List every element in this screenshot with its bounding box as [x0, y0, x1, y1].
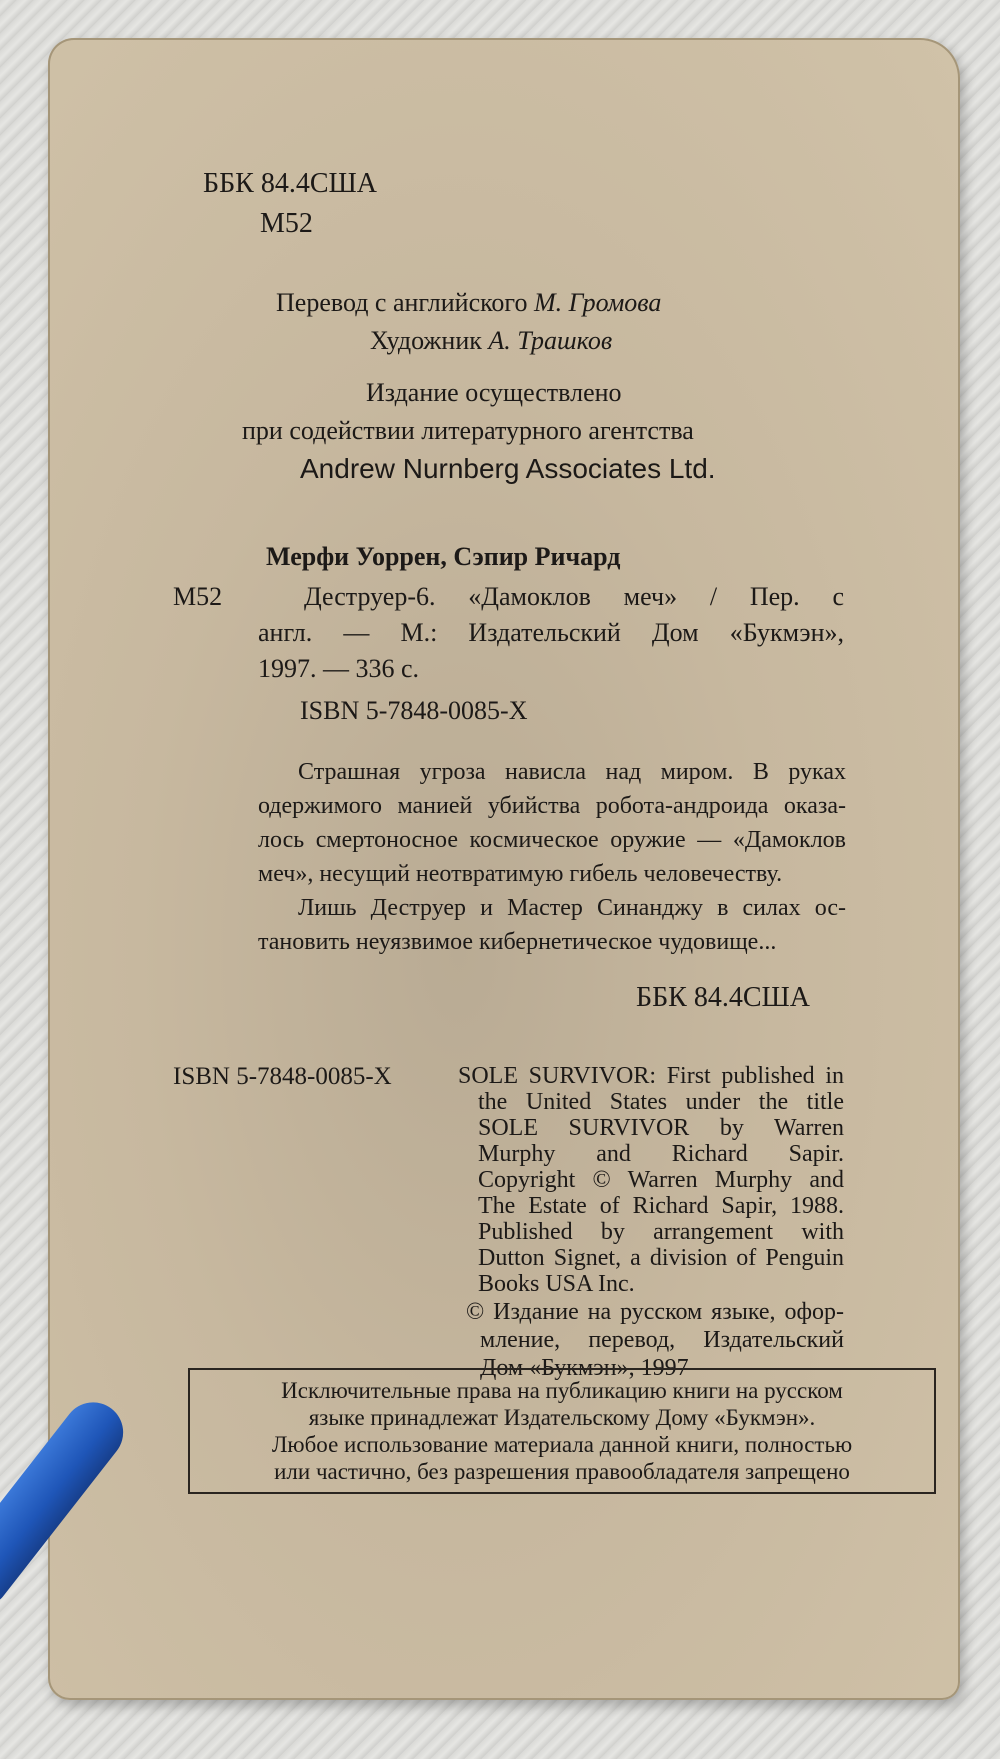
copyright-line-9: Books USA Inc. [478, 1271, 635, 1297]
copyright-line-10: © Издание на русском языке, офор- [466, 1299, 844, 1325]
annotation-line-5: Лишь Деструер и Мастер Синанджу в силах ос- [298, 895, 846, 921]
annotation-line-4: меч», несущий неотвратимую гибель человечеству. [258, 861, 783, 887]
annotation-line-6: тановить неуязвимое кибернетическое чудовище... [258, 929, 777, 955]
copyright-line-7: Published by arrangement with [478, 1219, 844, 1245]
annotation-line-3: лось смертоносное космическое оружие — «Дамоклов [258, 827, 846, 853]
rights-line-2: языке принадлежат Издательскому Дому «Букмэн». [308, 1405, 816, 1430]
copyright-line-11: мление, перевод, Издательский [480, 1327, 844, 1353]
bbk-code-top: ББК 84.4США [203, 168, 377, 199]
copyright-line-8: Dutton Signet, a division of Penguin [478, 1245, 844, 1271]
author-mark-top: М52 [260, 208, 313, 239]
catalog-authors: Мерфи Уоррен, Сэпир Ричард [266, 542, 621, 571]
copyright-line-3: SOLE SURVIVOR by Warren [478, 1115, 844, 1141]
bbk-code-bottom: ББК 84.4США [636, 982, 810, 1013]
catalog-isbn: ISBN 5-7848-0085-X [300, 696, 528, 725]
copyright-line-6: The Estate of Richard Sapir, 1988. [478, 1193, 844, 1219]
annotation-line-1: Страшная угроза нависла над миром. В руках [298, 759, 846, 785]
translation-credit [276, 290, 661, 316]
rights-line-1: Исключительные права на публикацию книги на русском [281, 1378, 843, 1403]
catalog-line-3: 1997. — 336 с. [258, 654, 420, 683]
copyright-line-1: SOLE SURVIVOR: First published in [458, 1063, 844, 1089]
isbn-left: ISBN 5-7848-0085-X [173, 1063, 392, 1090]
catalog-line-2: англ. — М.: Издательский Дом «Букмэн», [258, 618, 844, 647]
book-page [48, 38, 960, 1700]
agency-line-1: Издание осуществлено [366, 378, 622, 407]
copyright-line-5: Copyright © Warren Murphy and [478, 1167, 844, 1193]
copyright-line-2: the United States under the title [478, 1089, 844, 1115]
catalog-author-mark: М52 [173, 582, 223, 611]
translator-name: М. Громова [533, 288, 662, 317]
agency-name: Andrew Nurnberg Associates Ltd. [300, 453, 716, 484]
rights-line-3: Любое использование материала данной книги, полностью [271, 1432, 853, 1457]
catalog-line-1: Деструер-6. «Дамоклов меч» / Пер. с [304, 582, 844, 611]
annotation-line-2: одержимого манией убийства робота-андроида оказа- [258, 793, 846, 819]
artist-credit [370, 328, 612, 354]
agency-line-2: при содействии литературного агентства [242, 416, 694, 445]
copyright-line-4: Murphy and Richard Sapir. [478, 1141, 844, 1167]
artist-label: Художник [370, 326, 482, 355]
translation-label: Перевод с английского [276, 288, 528, 317]
artist-name: А. Трашков [488, 326, 613, 355]
copyright-line-12: Дом «Букмэн», 1997 [480, 1355, 689, 1381]
rights-notice-box [188, 1368, 936, 1494]
rights-line-4: или частично, без разрешения правообладателя запрещено [274, 1459, 850, 1484]
